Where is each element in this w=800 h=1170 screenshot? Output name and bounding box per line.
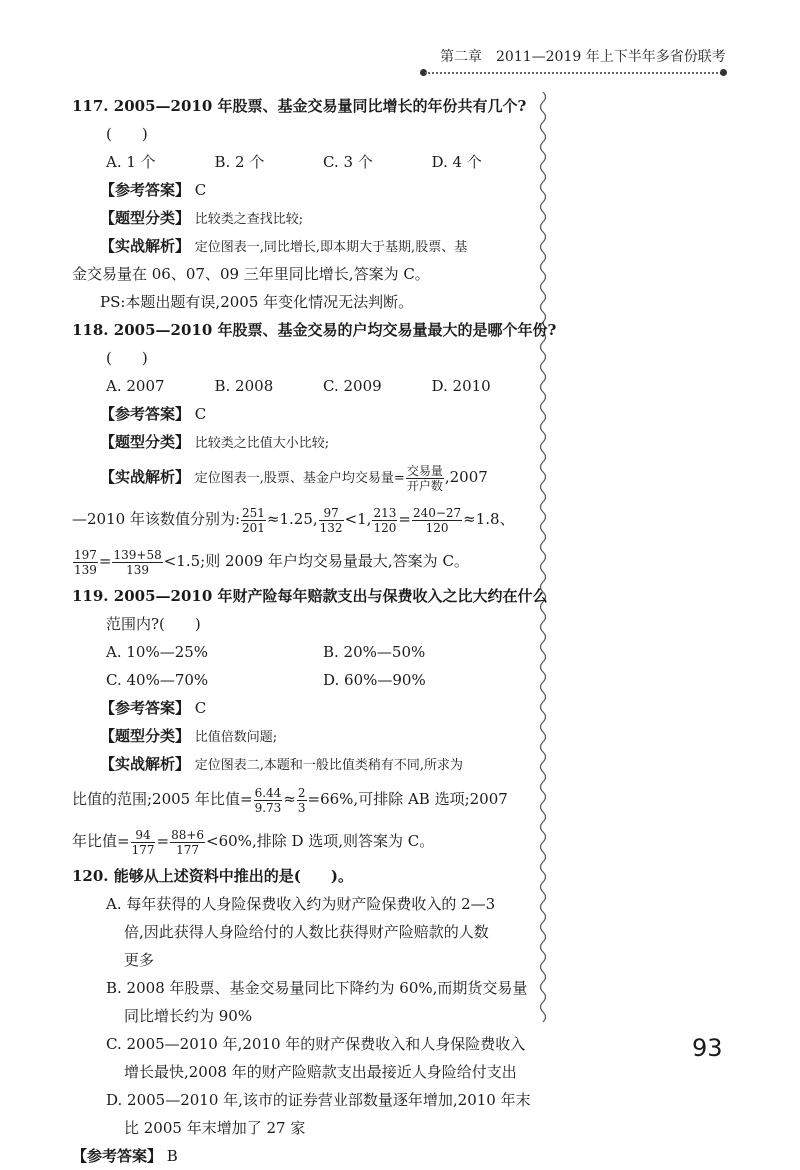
q119-answer: 【参考答案】 C	[100, 699, 207, 717]
q118-options	[72, 372, 540, 400]
q119-options-row2	[72, 666, 540, 694]
q118-analysis: 【实战解析】 定位图表一,股票、基金户均交易量= $\frac{\text{交易量}}{\text{开户数}}$ ,2007	[100, 463, 488, 493]
q117-paren: ( )	[106, 125, 148, 143]
q119-options-row1	[72, 638, 540, 666]
running-header: 第二章 2011—2019 年上下半年多省份联考	[440, 49, 726, 65]
q119-stem: 119. 2005—2010 年财产险每年赔款支出与保费收入之比大约在什么	[72, 587, 548, 605]
q119-fraction-2: $\frac{2}{3}$	[297, 785, 306, 815]
header-rule-end-dot	[720, 69, 727, 76]
q117-options	[72, 148, 540, 176]
q119-option-b: B. 20%—50%	[323, 643, 426, 661]
q119-option-c: C. 40%—70%	[106, 671, 209, 689]
q117-analysis: 【实战解析】 定位图表一,同比增长,即本期大于基期,股票、基	[100, 237, 468, 255]
q119-option-a: A. 10%—25%	[106, 643, 209, 661]
q117-option-c: C. 3 个	[323, 153, 373, 171]
q119-analysis-2: 比值的范围;2005 年比值= $\frac{6.44}{9.73}$ ≈ $\frac{2}{3}$ =66%,可排除 AB 选项;2007	[72, 785, 508, 815]
q119-fraction-1: $\frac{6.44}{9.73}$	[254, 785, 282, 815]
q118-fraction-2: $\frac{97}{132}$	[319, 505, 343, 535]
q118-paren: ( )	[106, 349, 148, 367]
q117-ps: PS:本题出题有误,2005 年变化情况无法判断。	[100, 293, 414, 311]
q119-fraction-3: $\frac{94}{177}$	[131, 827, 155, 857]
q118-fraction-4: $\frac{240-27}{120}$	[412, 505, 462, 535]
q119-fraction-4: $\frac{88+6}{177}$	[171, 827, 205, 857]
q120-option-b-1: B. 2008 年股票、基金交易量同比下降约为 60%,而期货交易量	[106, 979, 528, 997]
header-dotted-rule	[425, 72, 725, 74]
q120-option-c-1: C. 2005—2010 年,2010 年的财产保费收入和人身保险费收入	[106, 1035, 526, 1053]
page-content	[72, 92, 557, 1170]
q118-option-c: C. 2009	[323, 377, 382, 395]
q120-option-a-2: 倍,因此获得人身险给付的人数比获得财产险赔款的人数	[124, 923, 489, 941]
q120-option-a-1: A. 每年获得的人身险保费收入约为财产险保费收入的 2—3	[106, 895, 496, 913]
q119-analysis: 【实战解析】 定位图表二,本题和一般比值类稍有不同,所求为	[100, 755, 464, 773]
q120-stem: 120. 能够从上述资料中推出的是( )。	[72, 867, 353, 885]
q118-fraction-volume-per-account: $\frac{\text{交易量}}{\text{开户数}}$	[406, 463, 443, 493]
q117-stem: 117. 2005—2010 年股票、基金交易量同比增长的年份共有几个?	[72, 97, 527, 115]
q119-analysis-3: 年比值= $\frac{94}{177}$ = $\frac{88+6}{177}$ <60%,排除 D 选项,则答案为 C。	[72, 827, 435, 857]
q118-fraction-6: $\frac{139+58}{139}$	[113, 547, 162, 577]
q118-option-d: D. 2010	[431, 377, 491, 395]
page-number: 93	[692, 1034, 723, 1062]
q120-option-d-2: 比 2005 年末增加了 27 家	[124, 1119, 306, 1137]
q119-stem-2: 范围内?( )	[106, 615, 201, 633]
q118-type: 【题型分类】 比较类之比值大小比较;	[100, 433, 330, 451]
q118-option-a: A. 2007	[106, 377, 165, 395]
q118-fraction-3: $\frac{213}{120}$	[373, 505, 397, 535]
q117-option-a: A. 1 个	[106, 153, 156, 171]
q118-fraction-1: $\frac{251}{201}$	[242, 505, 265, 535]
q120-answer: 【参考答案】 B	[72, 1147, 178, 1165]
q119-option-d: D. 60%—90%	[323, 671, 426, 689]
q117-option-b: B. 2 个	[214, 153, 265, 171]
q118-option-b: B. 2008	[214, 377, 274, 395]
q117-option-d: D. 4 个	[431, 153, 482, 171]
q117-type: 【题型分类】 比较类之查找比较;	[100, 209, 304, 227]
q118-analysis-3: $\frac{197}{139}$ = $\frac{139+58}{139}$ <1.5;则 2009 年户均交易量最大,答案为 C。	[74, 547, 469, 577]
q118-analysis-2: —2010 年该数值分别为: $\frac{251}{201}$ ≈1.25, $\frac{97}{132}$ <1, $\frac{213}{120}$ = $\frac{240-27}{120}$ ≈1.8、	[72, 505, 515, 535]
q120-option-b-2: 同比增长约为 90%	[124, 1007, 253, 1025]
q117-analysis-2: 金交易量在 06、07、09 三年里同比增长,答案为 C。	[72, 265, 430, 283]
q120-option-c-2: 增长最快,2008 年的财产险赔款支出最接近人身险给付支出	[124, 1063, 517, 1081]
q120-option-d-1: D. 2005—2010 年,该市的证券营业部数量逐年增加,2010 年末	[106, 1091, 531, 1109]
q120-option-a-3: 更多	[124, 951, 155, 969]
q118-answer: 【参考答案】 C	[100, 405, 207, 423]
q117-answer: 【参考答案】 C	[100, 181, 207, 199]
q119-type: 【题型分类】 比值倍数问题;	[100, 727, 278, 745]
q118-stem: 118. 2005—2010 年股票、基金交易的户均交易量最大的是哪个年份?	[72, 321, 557, 339]
q118-fraction-5: $\frac{197}{139}$	[74, 547, 97, 577]
